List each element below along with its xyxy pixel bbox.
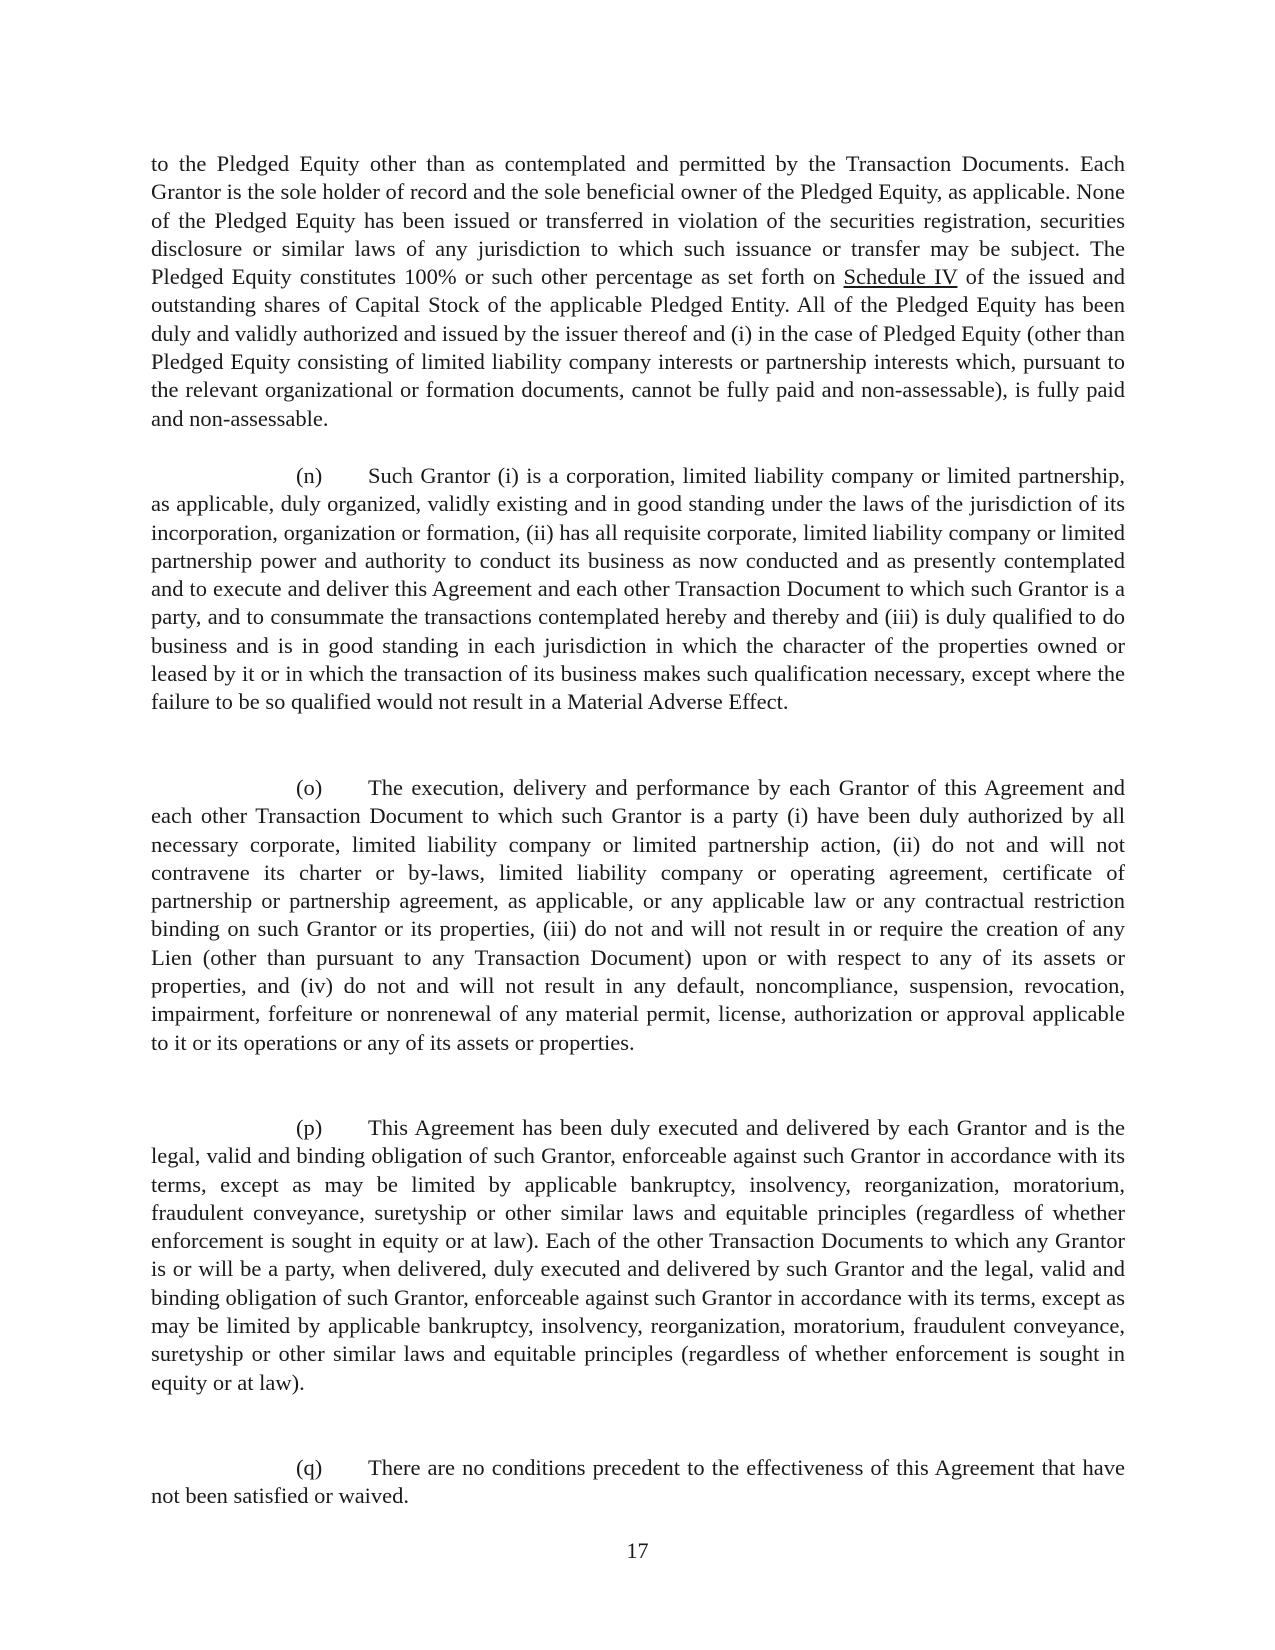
paragraph-text: This Agreement has been duly executed and delivered by each Grantor and is the legal, valid and binding obligation of such Grantor, enforceable against such Grantor in accordance with its terms, except as may be limited by applicable bankruptcy, insolvency, reorganization, moratorium, fraudulent conveyance, suretyship or other similar laws and equitable principles (regardless of whether enforcement is sought in equity or at law). Each of the other Transaction Documents to which any Grantor is or will be a party, when delivered, duly executed and delivered by such Grantor and the legal, valid and binding obligation of such Grantor, enforceable against such Grantor in accordance with its terms, except as may be limited by applicable bankruptcy, insolvency, reorganization, moratorium, fraudulent conveyance, suretyship or other similar laws and equitable principles (regardless of whether enforcement is sought in equity or at law). [151, 1115, 1125, 1395]
paragraph-continued [151, 150, 1125, 433]
page-number: 17 [626, 1538, 649, 1563]
schedule-iv-reference: Schedule IV [843, 264, 958, 290]
paragraph-label: (p) [296, 1115, 323, 1140]
paragraph-label: (o) [296, 775, 323, 800]
paragraph-continued-text-1: to the Pledged Equity other than as contemplated and permitted by the Transaction Documents. Each Grantor is the sole holder of record and the sole beneficial owner of the Pledged Equity, as applicable. None of the Pledged Equity has been issued or transferred in violation of the securities registration, securities disclosure or similar laws of any jurisdiction to which such issuance or transfer may be subject. The Pledged Equity constitutes 100% or such other percentage as set forth on [151, 151, 1125, 290]
paragraph-continued-text-2: of the issued and outstanding shares of Capital Stock of the applicable Pledged Entity. All of the Pledged Equity has been duly and validly authorized and issued by the issuer thereof and (i) in the case of Pledged Equity (other than Pledged Equity consisting of limited liability company interests or partnership interests which, pursuant to the relevant organizational or formation documents, cannot be fully paid and non-assessable), is fully paid and non-assessable. [151, 264, 1125, 431]
paragraph-o [151, 774, 1125, 1057]
paragraph-label: (n) [296, 463, 323, 488]
paragraph-text: There are no conditions precedent to the effectiveness of this Agreement that have not been satisfied or waived. [151, 1455, 1125, 1509]
paragraph-text: The execution, delivery and performance by each Grantor of this Agreement and each other Transaction Document to which such Grantor is a party (i) have been duly authorized by all necessary corporate, limited liability company or limited partnership action, (ii) do not and will not contravene its charter or by-laws, limited liability company or operating agreement, certificate of partnership or partnership agreement, as applicable, or any applicable law or any contractual restriction binding on such Grantor or its properties, (iii) do not and will not result in or require the creation of any Lien (other than pursuant to any Transaction Document) upon or with respect to any of its assets or properties, and (iv) do not and will not result in any default, noncompliance, suspension, revocation, impairment, forfeiture or nonrenewal of any material permit, license, authorization or approval applicable to it or its operations or any of its assets or properties. [151, 775, 1125, 1055]
paragraph-n [151, 462, 1125, 717]
paragraph-p [151, 1114, 1125, 1397]
paragraph-text: Such Grantor (i) is a corporation, limited liability company or limited partnership, as applicable, duly organized, validly existing and in good standing under the laws of the jurisdiction of its incorporation, organization or formation, (ii) has all requisite corporate, limited liability company or limited partnership power and authority to conduct its business as now conducted and as presently contemplated and to execute and deliver this Agreement and each other Transaction Document to which such Grantor is a party, and to consummate the transactions contemplated hereby and thereby and (iii) is duly qualified to do business and is in good standing in each jurisdiction in which the character of the properties owned or leased by it or in which the transaction of its business makes such qualification necessary, except where the failure to be so qualified would not result in a Material Adverse Effect. [151, 463, 1125, 715]
paragraph-label: (q) [296, 1455, 323, 1480]
paragraph-q [151, 1454, 1125, 1511]
